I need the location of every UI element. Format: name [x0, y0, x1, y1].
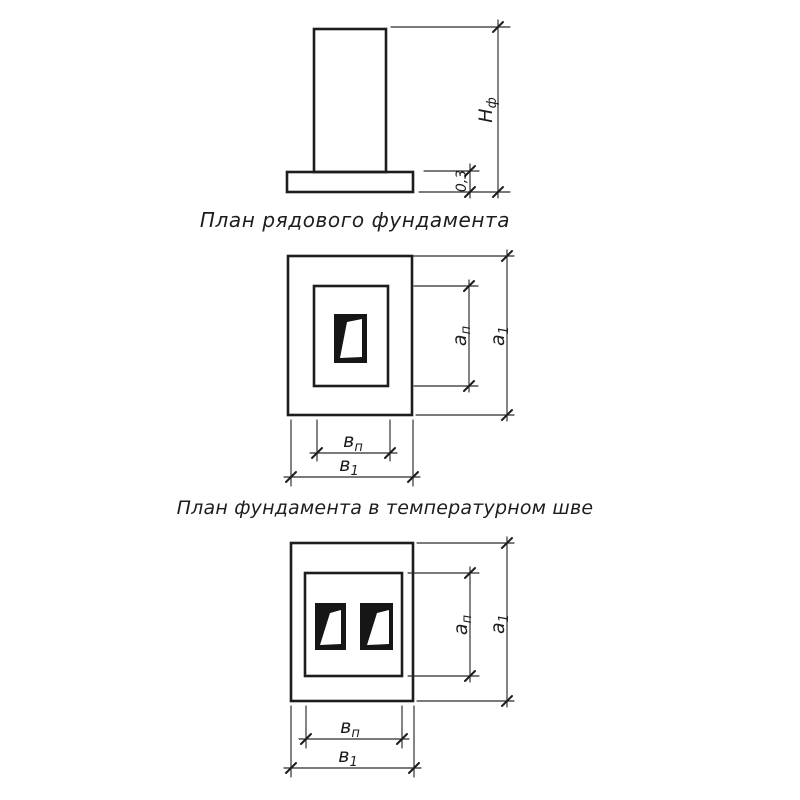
dimension-label-03: 0,3 [454, 169, 470, 193]
dimension-label-an: $а_п$ [450, 614, 475, 636]
plan-row-title: План рядового фундамента [199, 208, 511, 232]
socket-opening-right [360, 603, 393, 650]
plan-joint-title: План фундамента в температурном шве [176, 497, 594, 519]
dimension-label-nf: $Н_ф$ [475, 97, 500, 123]
plan-joint-view [284, 537, 514, 777]
socket-opening-left [315, 603, 346, 650]
plan-row-view [284, 250, 514, 486]
dimension-label-a1: $а_1$ [487, 326, 512, 346]
socket-opening [334, 314, 367, 363]
dimension-label-b1: $в_1$ [338, 745, 358, 770]
dimension-label-b1: $в_1$ [339, 454, 359, 479]
dimension-label-an: $а_п$ [449, 325, 474, 347]
dimension-label-bn: $в_п$ [340, 716, 360, 741]
column-outline [314, 29, 386, 172]
footing-outline [287, 172, 413, 192]
foundation-elevation-view [287, 20, 510, 198]
dimension-label-bn: $в_п$ [343, 430, 363, 455]
dimension-label-a1: $а_1$ [487, 614, 512, 634]
